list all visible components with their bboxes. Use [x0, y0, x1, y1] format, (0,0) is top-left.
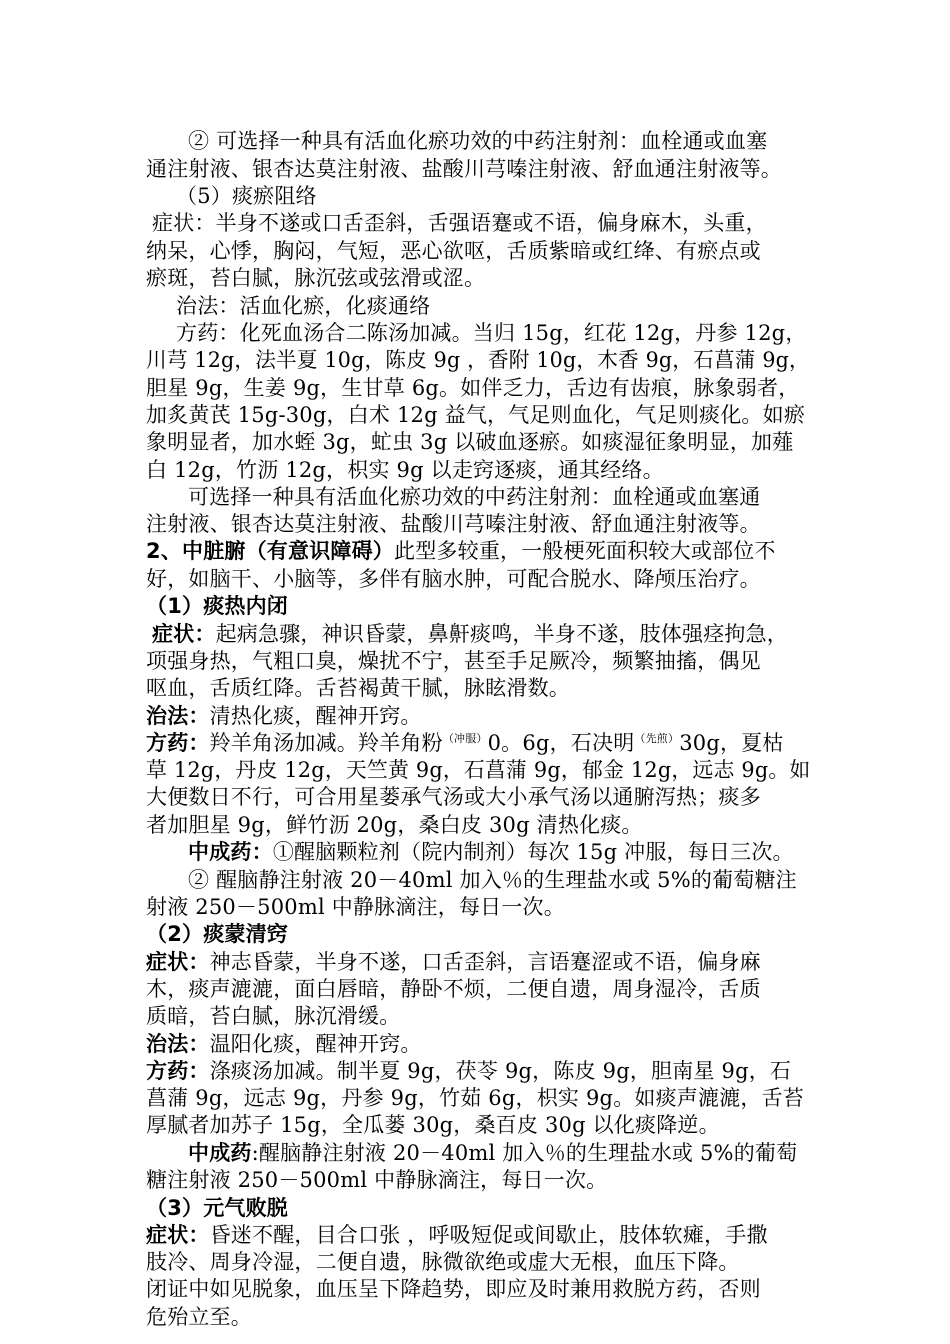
field-label: 症状：: [146, 1223, 210, 1247]
text-span: ①醒脑颗粒剂（院内制剂）每次 15g 冲服，每日三次。: [272, 840, 794, 864]
section-heading: （1）痰热内闭: [146, 594, 289, 618]
text-span: 温阳化痰，醒神开窍。: [209, 1032, 422, 1056]
text-line: 木，痰声漉漉，面白唇暗，静卧不烦，二便自遗，周身湿冷，舌质: [146, 977, 761, 1001]
text-line: 厚腻者加苏子 15g，全瓜蒌 30g，桑百皮 30g 以化痰降逆。: [146, 1113, 720, 1137]
text-line: 可选择一种具有活血化瘀功效的中药注射剂：血栓通或血塞通: [188, 485, 761, 509]
text-line: 好，如脑干、小脑等，多伴有脑水肿，可配合脱水、降颅压治疗。: [146, 567, 761, 591]
field-label: 治法：: [146, 704, 210, 728]
text-span: 昏迷不醒，目合口张 ，呼吸短促或间歇止，肢体软瘫，手撒: [209, 1223, 768, 1247]
text-span: 清热化痰，醒神开窍。: [209, 704, 422, 728]
text-line: [146, 1031, 422, 1057]
text-line: 治法：活血化瘀，化痰通络: [176, 294, 431, 318]
field-label: 症状：: [146, 950, 210, 974]
text-line: 通注射液、银杏达莫注射液、盐酸川芎嗪注射液、舒血通注射液等。: [146, 157, 782, 181]
text-line: ② 可选择一种具有活血化瘀功效的中药注射剂：血栓通或血塞: [188, 129, 768, 153]
field-label: 治法：: [146, 1032, 210, 1056]
text-line: 菖蒲 9g，远志 9g，丹参 9g，竹茹 6g，枳实 9g。如痰声漉漉，舌苔: [146, 1086, 804, 1110]
text-line: [188, 839, 794, 865]
text-line: 者加胆星 9g，鲜竹沥 20g，桑白皮 30g 清热化痰。: [146, 813, 643, 837]
text-line: [146, 730, 784, 760]
field-label: 中成药：: [188, 840, 273, 864]
text-line: 象明显者，加水蛭 3g，虻虫 3g 以破血逐瘀。如痰湿征象明显，加薤: [146, 430, 794, 454]
text-line: [146, 538, 776, 564]
text-span: 起病急骤，神识昏蒙，鼻鼾痰鸣，半身不遂，肢体强痉拘急，: [215, 622, 789, 646]
field-label: 方药：: [146, 731, 210, 755]
text-line: 呕血，舌质红降。舌苔褐黄干腻，脉眩滑数。: [146, 676, 570, 700]
field-label: 症状：: [152, 622, 216, 646]
field-label: 方药：: [146, 1059, 210, 1083]
text-line: 质暗，苔白腻，脉沉滑缓。: [146, 1004, 401, 1028]
text-line: 川芎 12g，法半夏 10g，陈皮 9g ，香附 10g，木香 9g，石菖蒲 9g，: [146, 348, 810, 372]
text-span: 此型多较重，一般梗死面积较大或部位不: [394, 539, 776, 563]
text-line: 闭证中如见脱象，血压呈下降趋势，即应及时兼用救脱方药，否则: [146, 1277, 761, 1301]
text-span: 羚羊角汤加减。羚羊角粉: [209, 731, 443, 755]
text-line: 草 12g，丹皮 12g，天竺黄 9g，石菖蒲 9g，郁金 12g，远志 9g。如: [146, 758, 811, 782]
section-heading: 2、中脏腑（有意识障碍）: [146, 539, 395, 563]
text-line: ② 醒脑静注射液 20－40ml 加入％的生理盐水或 5%的葡萄糖注: [188, 868, 797, 892]
text-line: [146, 949, 761, 975]
text-line: [188, 1140, 797, 1166]
text-line: 白 12g，竹沥 12g，枳实 9g 以走窍逐痰，通其经络。: [146, 458, 664, 482]
text-line: [152, 621, 788, 647]
text-line: 注射液、银杏达莫注射液、盐酸川芎嗪注射液、舒血通注射液等。: [146, 512, 761, 536]
text-line: [146, 1058, 791, 1084]
section-heading: （3）元气败脱: [146, 1196, 289, 1220]
note-sup: （先煎）: [634, 732, 680, 745]
text-line: 射液 250－500ml 中静脉滴注，每日一次。: [146, 895, 565, 919]
field-label: 中成药: [188, 1141, 252, 1165]
text-line: 瘀斑，苔白腻，脉沉弦或弦滑或涩。: [146, 266, 486, 290]
text-line: [146, 703, 422, 729]
note-sup: （冲服）: [442, 732, 488, 745]
text-line: 纳呆，心悸，胸闷，气短，恶心欲呕，舌质紫暗或红绛、有瘀点或: [146, 239, 761, 263]
text-span: 0。6g，石决明: [487, 731, 635, 755]
text-span: :醒脑静注射液 20－40ml 加入％的生理盐水或 5%的葡萄: [251, 1141, 798, 1165]
section-heading: （2）痰蒙清窍: [146, 922, 289, 946]
section-heading: （5）痰瘀阻络: [176, 184, 317, 208]
text-line: 糖注射液 250－500ml 中静脉滴注，每日一次。: [146, 1168, 608, 1192]
text-span: 涤痰汤加减。制半夏 9g，茯苓 9g，陈皮 9g，胆南星 9g，石: [209, 1059, 792, 1083]
text-line: 肢冷、周身冷湿，二便自遗，脉微欲绝或虚大无根，血压下降。: [146, 1250, 740, 1274]
text-line: 症状：半身不遂或口舌歪斜，舌强语蹇或不语，偏身麻木，头重，: [152, 211, 767, 235]
text-span: 神志昏蒙，半身不遂，口舌歪斜，言语蹇涩或不语，偏身麻: [209, 950, 761, 974]
text-line: 加炙黄芪 15g-30g，白术 12g 益气，气足则血化，气足则痰化。如瘀: [146, 403, 806, 427]
text-span: 30g，夏枯: [679, 731, 784, 755]
text-line: 大便数日不行，可合用星蒌承气汤或大小承气汤以通腑泻热；痰多: [146, 785, 761, 809]
text-line: 胆星 9g，生姜 9g，生甘草 6g。如伴乏力，舌边有齿痕，脉象弱者，: [146, 376, 800, 400]
text-line: 项强身热，气粗口臭，燥扰不宁，甚至手足厥冷，频繁抽搐，偶见: [146, 649, 761, 673]
text-line: 方药：化死血汤合二陈汤加减。当归 15g，红花 12g，丹参 12g，: [176, 321, 807, 345]
text-line: 危殆立至。: [146, 1305, 252, 1329]
text-line: [146, 1222, 768, 1248]
